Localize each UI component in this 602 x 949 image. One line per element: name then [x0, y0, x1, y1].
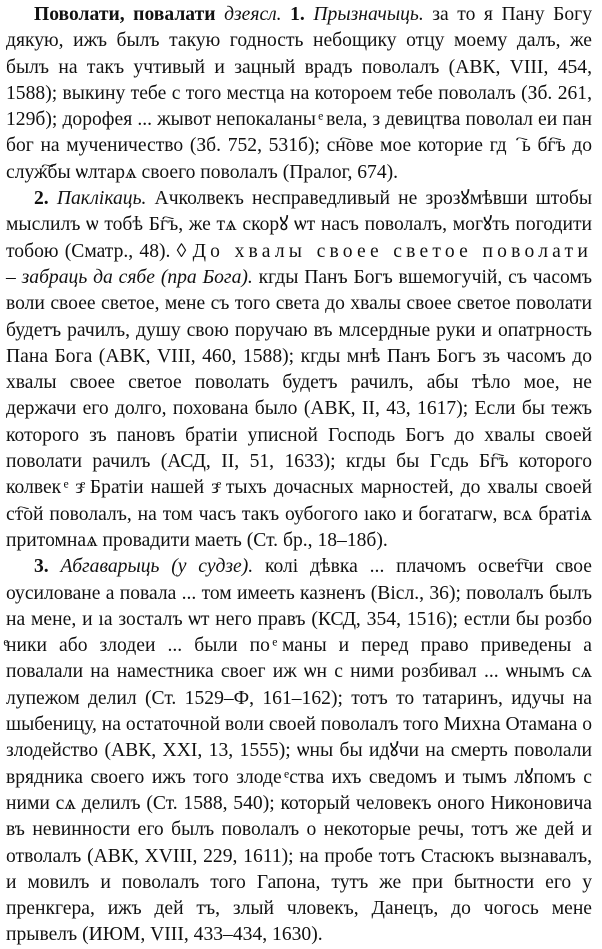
phrase-gloss: забраць да сябе (пра Бога). [21, 266, 253, 288]
sense-gloss-1: Прызначыць. [313, 4, 424, 25]
dictionary-page [6, 2, 592, 949]
sense-gloss-3: Абгаварыць (у судзе). [60, 556, 254, 578]
phrase-heading: До хвалы своее светое поволати [192, 240, 593, 262]
phrase-marker: ◊ [176, 240, 187, 262]
sense-number-2: 2. [34, 188, 49, 210]
sense-gloss-2: Паклікаць. [56, 188, 147, 210]
sense-text-2b: кгды Панъ Богъ вшемогучій, съ часомъ воли своее светое, мене съ того света до хвалы своее светое поволати будетъ рачилъ, душу свою поручаю въ млсердные руки и опатрность Пана Бога (АВК, VIII, 460, 1588); кгды мнѣ Панъ Богъ зъ часомъ до хвалы своее светое поволать будетъ рачилъ, абы тѣло мое, не держачи его долго, похована было (АВК, II, 43, 1617); Если бы тежъ которого зъ пановъ братіи уписной Господь Богъ до хвалы своей поволати рачилъ (АСД, II, 51, 1633); кгды бы Гсдь Бг҇ъ которого колвек ͤ зͤ Братіи нашей зͤ тыхъ дочасных марностей, до хвалы своей ст҇ой поволалъ, на том часъ такъ оубогого ıако и богатагѡ, всѧ братіѧ притомнаѧ провадити маеть (Ст. бр., 18–18б). [6, 266, 592, 551]
sense-number-3: 3. [34, 556, 49, 578]
sense-text-2a: Ачколвекъ несправедливый не зрозꙋмѣвши штобы мыслилъ ѡ тобѣ Бг҇ъ, же тѧ скорꙋ ѡт насъ поволалъ, могꙋть погодити тобою (Cматр., 48). [6, 188, 593, 262]
sense-text-3: колі дѣвка ... плачомъ освет҇чи свое оусиловане а повала ... том имееть казненъ (Вісл., 36); поволалъ былъ на мене, и ıа зосталъ ѡт него правъ (КСД, 354, 1516); естли бы розбо ͤники або злодеи ... были по ͤманы и перед право приведены а повалали на наместника своег иж ѡн с ними розбивал ... ѡнымъ сѧ лупежом делил (Ст. 1529–Ф, 161–162); тотъ то татаринъ, идучы на шыбеницу, на остаточной воли своей поволалъ того Михна Отамана о злодейство (АВК, XXI, 13, 1555); ѡны бы идꙋчи на смерть поволали врядника своего ижъ того злоде ͤства ихъ сведомъ и тымъ лꙋпомъ с ними сѧ делилъ (Ст. 1588, 540); который человекъ оного Никоновича въ невинности его былъ поволалъ о некоторые речы, тотъ же дей и отволалъ (АВК, XVIII, 229, 1611); на пробе тотъ Стасюкъ вызнавалъ, и мовилъ и поволалъ того Гапона, тутъ же при бытности его у пренкгера, ижъ дей тъ, злый чловекъ, Данецъ, до чогось мене прывелъ (ИЮМ, VIII, 433–434, 1630). [6, 556, 593, 946]
part-of-speech: дзеясл. [224, 4, 282, 25]
entry-headword: Поволати, повалати [34, 4, 216, 25]
sense-text-1: за то я Пану Богу дякую, ижъ былъ такую годность небощику отцу моему далъ, же былъ на такъ учтивый и зацный врадъ поволалъ (АВК, VIII, 454, 1588); выкину тебе с того местца на котороем тебе поволалъ (Зб. 261, 129б); дорофея ... жывот непокаланы ͤ вела, з девицтва поволал еи пан бог на мученичество (Зб. 752, 531б); сн҇ове мое которие гдⷭ҇ь бг҇ъ до служ҇бы ѡлтарѧ своего поволалъ (Пралог, 674). [6, 4, 593, 183]
sense-number-1: 1. [290, 4, 305, 25]
phrase-dash: – [6, 266, 16, 288]
entry-paragraph-1 [6, 2, 592, 186]
entry-paragraph-2 [6, 186, 592, 554]
entry-paragraph-3 [6, 554, 592, 948]
